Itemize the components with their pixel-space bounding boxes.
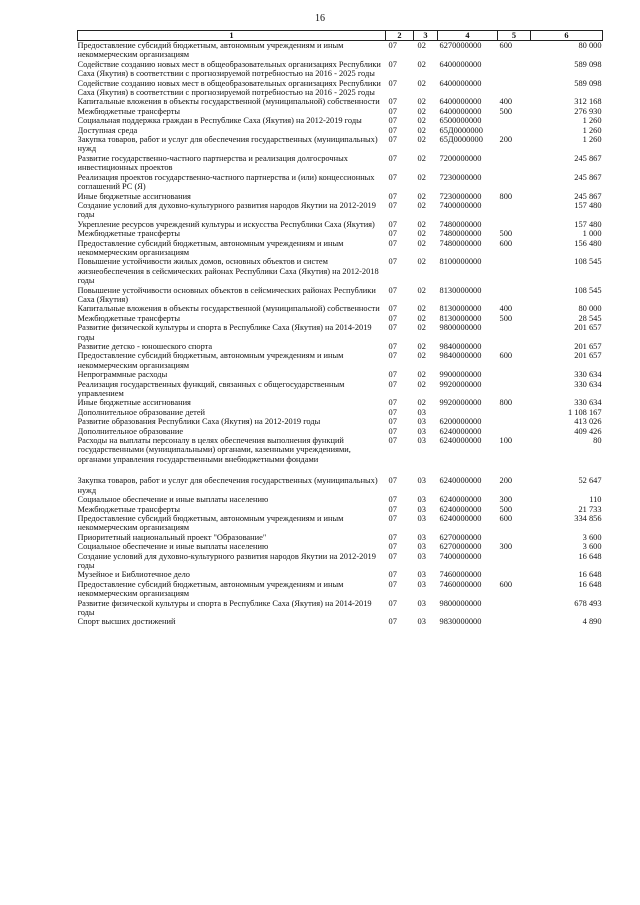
row-subsection-cell: 02 [417,172,426,182]
row-name-cell: Развитие физической культуры и спорта в Республике Саха (Якутия) на 2014-2019 годы [77,323,372,342]
row-subsection-cell: 02 [417,59,426,69]
row-subsection-cell: 03 [417,598,426,608]
table-row [78,370,603,379]
table-row [78,135,603,154]
table-row [78,286,603,305]
row-amount-cell: 312 168 [574,97,602,107]
row-amount-cell: 413 026 [574,417,602,427]
row-name-cell: Капитальные вложения в объекты государственной (муниципальной) собственности [77,97,380,107]
row-expense-type-cell [498,599,531,618]
row-expense-type-cell: 200 [499,476,513,486]
row-amount-cell: 157 480 [574,200,602,210]
row-target-article-cell: 6240000000 [439,513,482,523]
row-subsection-cell: 02 [417,229,426,239]
table-row [78,107,603,116]
row-expense-type-cell [498,342,531,351]
row-name-cell: Предоставление субсидий бюджетным, автономным учреждениям и иным некоммерческим организациям [77,579,344,599]
row-amount-cell: 1 260 [582,125,602,135]
row-amount-cell: 589 098 [574,78,602,88]
row-amount-cell: 52 647 [578,476,602,486]
row-amount-cell: 330 634 [574,370,602,380]
row-subsection-cell: 02 [417,153,426,163]
row-expense-type-cell: 400 [499,304,513,314]
row-section-cell: 07 [388,379,397,389]
row-subsection-cell: 03 [417,436,426,446]
row-section-cell: 07 [388,579,397,589]
row-name-cell: Непрограммные расходы [77,370,168,380]
row-amount-cell: 16 648 [578,570,602,580]
table-row [78,436,603,476]
row-name-cell: Закупка товаров, работ и услуг для обеспечения государственных (муниципальных) нужд [77,135,378,154]
row-expense-type-cell [498,60,531,79]
table-row [78,342,603,351]
row-name-cell: Создание условий для духовно-культурного развития народов Якутии на 2012-2019 годы [77,551,376,570]
table-row [78,408,603,417]
row-amount-cell: 1 260 [582,116,602,126]
table-row [78,323,603,342]
row-amount-cell: 3 600 [582,542,602,552]
row-target-article-cell: 7400000000 [439,551,482,561]
table-row [78,570,603,579]
table-row [78,192,603,201]
table-row [78,533,603,542]
row-expense-type-cell [498,533,531,542]
row-section-cell: 07 [388,513,397,523]
row-section-cell: 07 [388,116,397,126]
row-expense-type-cell: 600 [499,579,513,589]
row-expense-type-cell: 800 [499,191,513,201]
row-target-article-cell: 7230000000 [439,191,482,201]
row-name-cell: Развитие образования Республики Саха (Якутия) на 2012-2019 годы [77,417,321,427]
row-expense-type-cell: 600 [499,238,513,248]
row-target-article-cell: 6270000000 [439,41,482,50]
row-section-cell: 07 [388,97,397,107]
table-row [78,97,603,106]
row-target-article-cell: 6240000000 [439,476,482,486]
table-row [78,476,603,495]
row-expense-type-cell [498,116,531,125]
row-amount-cell: 16 648 [578,551,602,561]
row-expense-type-cell [498,570,531,579]
table-row [78,239,603,258]
row-amount-cell: 108 545 [574,285,602,295]
row-name-cell: Закупка товаров, работ и услуг для обеспечения государственных (муниципальных) нужд [77,476,378,495]
row-target-article-cell: 9800000000 [439,323,482,333]
row-name-cell: Предоставление субсидий бюджетным, автономным учреждениям и иным некоммерческим организациям [77,513,344,533]
row-section-cell: 07 [388,135,397,145]
table-row [78,229,603,238]
row-subsection-cell: 02 [417,351,426,361]
row-amount-cell: 16 648 [578,579,602,589]
row-subsection-cell: 03 [417,532,426,542]
row-expense-type-cell [498,286,531,305]
row-section-cell: 07 [388,257,397,267]
row-section-cell: 07 [388,417,397,427]
row-section-cell: 07 [388,106,397,116]
row-expense-type-cell [498,201,531,220]
row-expense-type-cell: 300 [499,495,513,505]
row-subsection-cell: 02 [417,191,426,201]
budget-table-body [78,41,603,627]
row-section-cell: 07 [388,617,397,627]
row-target-article-cell: 65Д0000000 [439,135,483,145]
row-expense-type-cell: 600 [499,351,513,361]
row-amount-cell: 110 [589,495,602,505]
row-expense-type-cell: 500 [499,504,513,514]
row-target-article-cell: 9840000000 [439,342,482,351]
row-expense-type-cell [498,427,531,436]
row-amount-cell: 245 867 [574,172,602,182]
table-header-row [78,31,603,41]
row-subsection-cell: 03 [417,551,426,561]
row-expense-type-cell [498,79,531,98]
row-name-cell: Доступная среда [77,125,138,135]
row-section-cell: 07 [388,436,397,446]
table-row [78,552,603,571]
row-section-cell: 07 [388,125,397,135]
row-amount-cell: 330 634 [574,379,602,389]
row-subsection-cell: 03 [417,617,426,627]
row-amount-cell: 201 657 [574,342,602,351]
row-name-cell: Содействие созданию новых мест в общеобразовательных организациях Республики Саха (Якутия) в соответствии с прогнозируемой потребностью на 2016 - 2025 годы [77,78,381,98]
table-row [78,154,603,173]
header-col-5: 5 [498,31,531,41]
row-expense-type-cell [498,408,531,417]
row-name-cell: Иные бюджетные ассигнования [77,398,191,408]
table-row [78,60,603,79]
row-subsection-cell: 02 [417,257,426,267]
row-amount-cell: 589 098 [574,59,602,69]
row-amount-cell: 334 856 [574,513,602,523]
table-row [78,505,603,514]
row-section-cell: 07 [388,426,397,436]
row-section-cell: 07 [388,551,397,561]
row-section-cell: 07 [388,153,397,163]
row-target-article-cell: 9840000000 [439,351,482,361]
row-expense-type-cell [498,154,531,173]
row-subsection-cell: 02 [417,78,426,88]
row-section-cell: 07 [388,200,397,210]
row-amount-cell: 1 108 167 [568,407,602,417]
row-target-article-cell: 6240000000 [439,436,482,446]
row-expense-type-cell: 300 [499,542,513,552]
row-expense-type-cell [498,370,531,379]
row-section-cell: 07 [388,351,397,361]
row-name-cell: Предоставление субсидий бюджетным, автономным учреждениям и иным некоммерческим организациям [77,351,344,370]
row-amount-cell: 28 545 [578,313,602,323]
row-name-cell: Развитие детско - юношеского спорта [77,342,213,351]
row-subsection-cell: 03 [417,426,426,436]
row-target-article-cell: 6200000000 [439,417,482,427]
row-section-cell: 07 [388,542,397,552]
row-name-cell: Укрепление ресурсов учреждений культуры и искусства Республики Саха (Якутия) [77,219,375,229]
row-subsection-cell: 02 [417,41,426,50]
row-name-cell: Межбюджетные трансферты [77,106,181,116]
row-subsection-cell: 02 [417,97,426,107]
row-section-cell: 07 [388,495,397,505]
row-name-cell: Реализация государственных функций, связанных с общегосударственным управлением [77,379,345,399]
row-target-article-cell: 6400000000 [439,97,482,107]
row-target-article-cell: 7480000000 [439,219,482,229]
row-target-article-cell: 7200000000 [439,153,482,163]
row-subsection-cell: 02 [417,238,426,248]
row-name-cell: Дополнительное образование детей [77,407,206,417]
row-section-cell: 07 [388,41,397,50]
header-col-2: 2 [386,31,414,41]
row-name-cell: Межбюджетные трансферты [77,313,181,323]
row-amount-cell: 409 426 [574,426,602,436]
row-target-article-cell: 65Д0000000 [439,125,483,135]
row-target-article-cell: 9830000000 [439,617,482,627]
table-row [78,257,603,285]
table-row [78,580,603,599]
row-target-article-cell: 7480000000 [439,238,482,248]
row-amount-cell: 80 [593,436,602,446]
row-target-article-cell: 9900000000 [439,370,482,380]
row-subsection-cell: 02 [417,313,426,323]
row-expense-type-cell: 200 [499,135,513,145]
row-target-article-cell: 9920000000 [439,379,482,389]
row-name-cell: Расходы на выплаты персоналу в целях обеспечения выполнения функций государственными (муниципальными) органами, казенными учреждениями, органами управления государственными внебюджетными фондами [77,436,351,464]
row-section-cell: 07 [388,342,397,351]
table-row [78,617,603,626]
row-expense-type-cell [498,173,531,192]
row-name-cell: Предоставление субсидий бюджетным, автономным учреждениям и иным некоммерческим организациям [77,238,344,257]
row-subsection-cell: 03 [417,513,426,523]
row-subsection-cell: 03 [417,570,426,580]
row-amount-cell: 1 260 [582,135,602,145]
row-target-article-cell: 6240000000 [439,426,482,436]
row-subsection-cell: 02 [417,370,426,380]
row-subsection-cell: 03 [417,417,426,427]
row-subsection-cell: 02 [417,106,426,116]
row-target-article-cell: 7400000000 [439,200,482,210]
row-name-cell: Социальное обеспечение и иные выплаты населению [77,542,269,552]
row-target-article-cell: 6270000000 [439,532,482,542]
row-amount-cell: 21 733 [578,504,602,514]
row-expense-type-cell [498,257,531,285]
row-amount-cell: 276 930 [574,106,602,116]
row-section-cell: 07 [388,285,397,295]
row-name-cell: Содействие созданию новых мест в общеобразовательных организациях Республики Саха (Якутия) в соответствии с прогнозируемой потребностью на 2016 - 2025 годы [77,59,381,79]
row-section-cell: 07 [388,238,397,248]
header-col-4: 4 [438,31,498,41]
table-row [78,398,603,407]
table-row [78,427,603,436]
budget-table [77,30,603,627]
row-subsection-cell: 02 [417,125,426,135]
row-target-article-cell [438,408,498,417]
row-amount-cell: 157 480 [574,219,602,229]
row-expense-type-cell [498,323,531,342]
row-subsection-cell: 03 [417,579,426,589]
row-section-cell: 07 [388,407,397,417]
row-section-cell: 07 [388,476,397,486]
row-amount-cell: 4 890 [582,617,602,627]
row-target-article-cell: 6500000000 [439,116,482,126]
row-subsection-cell: 03 [417,476,426,486]
row-expense-type-cell [498,417,531,426]
row-amount-cell: 678 493 [574,598,602,608]
row-target-article-cell: 6400000000 [439,59,482,69]
row-expense-type-cell: 600 [499,513,513,523]
row-subsection-cell: 02 [417,285,426,295]
row-target-article-cell: 6240000000 [439,495,482,505]
table-row [78,514,603,533]
table-row [78,542,603,551]
row-subsection-cell: 02 [417,135,426,145]
row-section-cell: 07 [388,532,397,542]
row-target-article-cell: 8100000000 [439,257,482,267]
row-subsection-cell: 03 [417,504,426,514]
row-section-cell: 07 [388,323,397,333]
row-expense-type-cell: 500 [499,313,513,323]
row-target-article-cell: 6270000000 [439,542,482,552]
row-name-cell: Дополнительное образование [77,426,184,436]
row-section-cell: 07 [388,191,397,201]
row-amount-cell: 108 545 [574,257,602,267]
row-amount-cell: 245 867 [574,153,602,163]
row-section-cell: 07 [388,504,397,514]
row-subsection-cell: 02 [417,304,426,314]
row-amount-cell: 1 000 [582,229,602,239]
row-section-cell: 07 [388,370,397,380]
header-col-3: 3 [414,31,438,41]
table-row [78,314,603,323]
row-section-cell: 07 [388,313,397,323]
row-expense-type-cell [498,552,531,571]
table-row [78,41,603,60]
row-amount-cell: 80 000 [578,41,602,50]
table-row [78,116,603,125]
row-expense-type-cell [498,126,531,135]
row-expense-type-cell: 500 [499,106,513,116]
row-name-cell: Межбюджетные трансферты [77,504,181,514]
row-target-article-cell: 8130000000 [439,285,482,295]
row-subsection-cell: 02 [417,342,426,351]
row-name-cell: Спорт высших достижений [77,617,176,627]
row-target-article-cell: 7460000000 [439,579,482,589]
row-target-article-cell: 6240000000 [439,504,482,514]
row-target-article-cell: 7460000000 [439,570,482,580]
row-subsection-cell: 02 [417,323,426,333]
row-name-cell: Реализация проектов государственно-частного партнерства и (или) концессионных соглашений РС (Я) [77,172,375,192]
row-name-cell: Музейное и Библиотечное дело [77,570,190,580]
row-amount-cell: 3 600 [582,532,602,542]
row-section-cell: 07 [388,598,397,608]
row-name-cell: Социальная поддержка граждан в Республике Саха (Якутия) на 2012-2019 годы [77,116,362,126]
header-col-6: 6 [531,31,603,41]
row-section-cell: 07 [388,570,397,580]
row-target-article-cell: 6400000000 [439,106,482,116]
row-expense-type-cell: 400 [499,97,513,107]
row-subsection-cell: 03 [417,407,426,417]
row-target-article-cell: 9920000000 [439,398,482,408]
row-section-cell: 07 [388,229,397,239]
row-amount-cell: 201 657 [574,351,602,361]
row-name-cell: Социальное обеспечение и иные выплаты населению [77,495,269,505]
row-amount-cell: 156 480 [574,238,602,248]
row-expense-type-cell: 500 [499,229,513,239]
row-amount-cell: 80 000 [578,304,602,314]
table-row [78,495,603,504]
row-name-cell: Предоставление субсидий бюджетным, автономным учреждениям и иным некоммерческим организациям [77,41,344,60]
row-subsection-cell: 02 [417,379,426,389]
row-name-cell: Повышение устойчивости основных объектов в сейсмических районах Республики Саха (Якутия) [77,285,376,304]
row-expense-type-cell: 600 [499,41,513,50]
row-name-cell: Развитие физической культуры и спорта в Республике Саха (Якутия) на 2014-2019 годы [77,598,372,617]
row-section-cell: 07 [388,172,397,182]
header-col-1: 1 [78,31,386,41]
row-amount-cell: 201 657 [574,323,602,333]
row-subsection-cell: 02 [417,116,426,126]
table-row [78,126,603,135]
table-row [78,599,603,618]
row-target-article-cell: 6400000000 [439,78,482,88]
row-expense-type-cell: 800 [499,398,513,408]
row-name-cell: Капитальные вложения в объекты государственной (муниципальной) собственности [77,304,380,314]
row-target-article-cell: 8130000000 [439,313,482,323]
row-subsection-cell: 02 [417,398,426,408]
row-expense-type-cell [498,380,531,399]
row-target-article-cell: 7230000000 [439,172,482,182]
row-expense-type-cell [498,220,531,229]
row-section-cell: 07 [388,304,397,314]
table-row [78,380,603,399]
row-section-cell: 07 [388,59,397,69]
row-name-cell: Межбюджетные трансферты [77,229,181,239]
row-name-cell: Иные бюджетные ассигнования [77,191,191,201]
table-row [78,417,603,426]
row-name-cell: Приоритетный национальный проект "Образование" [77,532,267,542]
row-name-cell: Повышение устойчивости жилых домов, основных объектов и систем жизнеобеспечения в сейсмических районах Республики Саха (Якутия) на 2012-2018 годы [77,257,379,286]
row-expense-type-cell: 100 [499,436,513,446]
row-name-cell: Развитие государственно-частного партнерства и реализация долгосрочных инвестиционных проектов [77,153,348,173]
row-name-cell: Создание условий для духовно-культурного развития народов Якутии на 2012-2019 годы [77,200,376,220]
row-subsection-cell: 02 [417,219,426,229]
row-subsection-cell: 03 [417,542,426,552]
row-target-article-cell: 9800000000 [439,598,482,608]
row-subsection-cell: 03 [417,495,426,505]
row-target-article-cell: 7480000000 [439,229,482,239]
table-row [78,79,603,98]
table-row [78,351,603,370]
page-number: 16 [315,13,325,24]
row-amount-cell: 330 634 [574,398,602,408]
table-row [78,220,603,229]
row-section-cell: 07 [388,219,397,229]
row-section-cell: 07 [388,398,397,408]
table-row [78,304,603,313]
row-section-cell: 07 [388,78,397,88]
row-amount-cell: 245 867 [574,191,602,201]
table-row [78,173,603,192]
row-target-article-cell: 8130000000 [439,304,482,314]
row-subsection-cell: 02 [417,200,426,210]
row-expense-type-cell [498,617,531,626]
table-row [78,201,603,220]
